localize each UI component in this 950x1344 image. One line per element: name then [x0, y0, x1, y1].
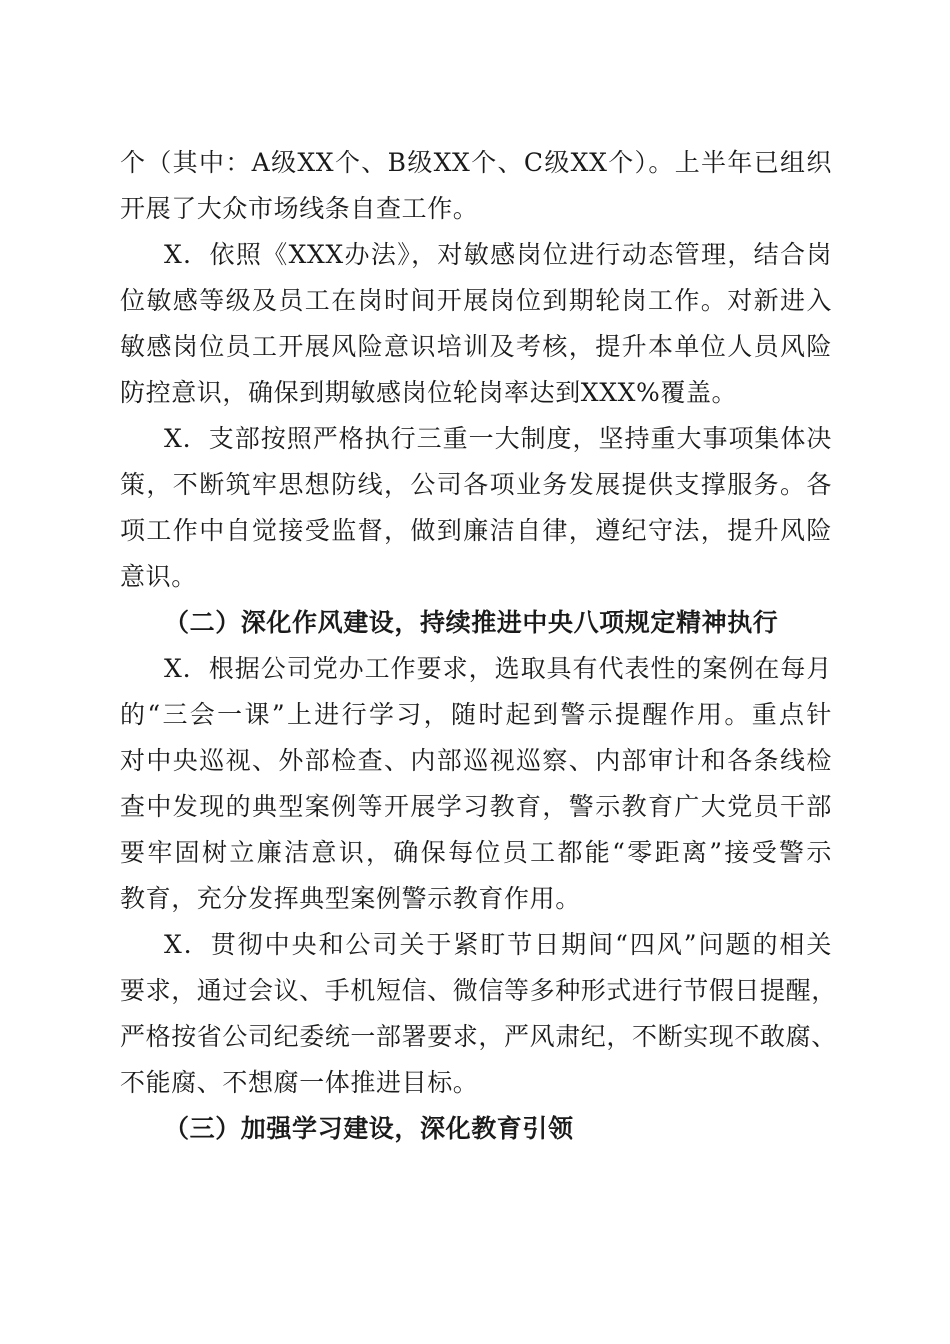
paragraph-four-winds [120, 922, 837, 1106]
text-line: 策，不断筑牢思想防线，公司各项业务发展提供支撑服务。各 [120, 470, 832, 499]
text-line: 严格按省公司纪委统一部署要求，严风肃纪，不断实现不敢腐、 [120, 1022, 837, 1051]
section-heading-2: （二）深化作风建设，持续推进中央八项规定精神执行 [164, 608, 779, 637]
text-line: 意识。 [120, 562, 197, 591]
text-line: X．支部按照严格执行三重一大制度，坚持重大事项集体决 [164, 424, 832, 453]
text-line: 查中发现的典型案例等开展学习教育，警示教育广大党员干部 [120, 792, 832, 821]
text-line: X．依照《XXX办法》，对敏感岗位进行动态管理，结合岗 [164, 240, 832, 269]
text-line: 对中央巡视、外部检查、内部巡视巡察、内部审计和各条线检 [120, 746, 832, 775]
paragraph-case-study [120, 646, 832, 922]
paragraph-sensitive-posts [120, 232, 832, 416]
text-line: 个（其中：A级XX个、B级XX个、C级XX个）。上半年已组织 [120, 148, 832, 177]
paragraph-grading-summary [120, 140, 832, 232]
section-heading-3: （三）加强学习建设，深化教育引领 [164, 1114, 574, 1143]
text-line: 的“三会一课”上进行学习，随时起到警示提醒作用。重点针 [120, 700, 832, 729]
text-line: X．贯彻中央和公司关于紧盯节日期间“四风”问题的相关 [164, 930, 832, 959]
text-line: 敏感岗位员工开展风险意识培训及考核，提升本单位人员风险 [120, 332, 832, 361]
text-line: 位敏感等级及员工在岗时间开展岗位到期轮岗工作。对新进入 [120, 286, 832, 315]
text-line: 要求，通过会议、手机短信、微信等多种形式进行节假日提醒， [120, 976, 837, 1005]
text-line: 项工作中自觉接受监督，做到廉洁自律，遵纪守法，提升风险 [120, 516, 832, 545]
text-line: 防控意识，确保到期敏感岗位轮岗率达到XXX%覆盖。 [120, 378, 738, 407]
text-line: X．根据公司党办工作要求，选取具有代表性的案例在每月 [164, 654, 832, 683]
document-page [120, 140, 837, 1152]
paragraph-three-major-one-large [120, 416, 832, 600]
text-line: 开展了大众市场线条自查工作。 [120, 194, 479, 223]
text-line: 教育，充分发挥典型案例警示教育作用。 [120, 884, 581, 913]
text-line: 要牢固树立廉洁意识，确保每位员工都能“零距离”接受警示 [120, 838, 832, 867]
text-line: 不能腐、不想腐一体推进目标。 [120, 1068, 479, 1097]
